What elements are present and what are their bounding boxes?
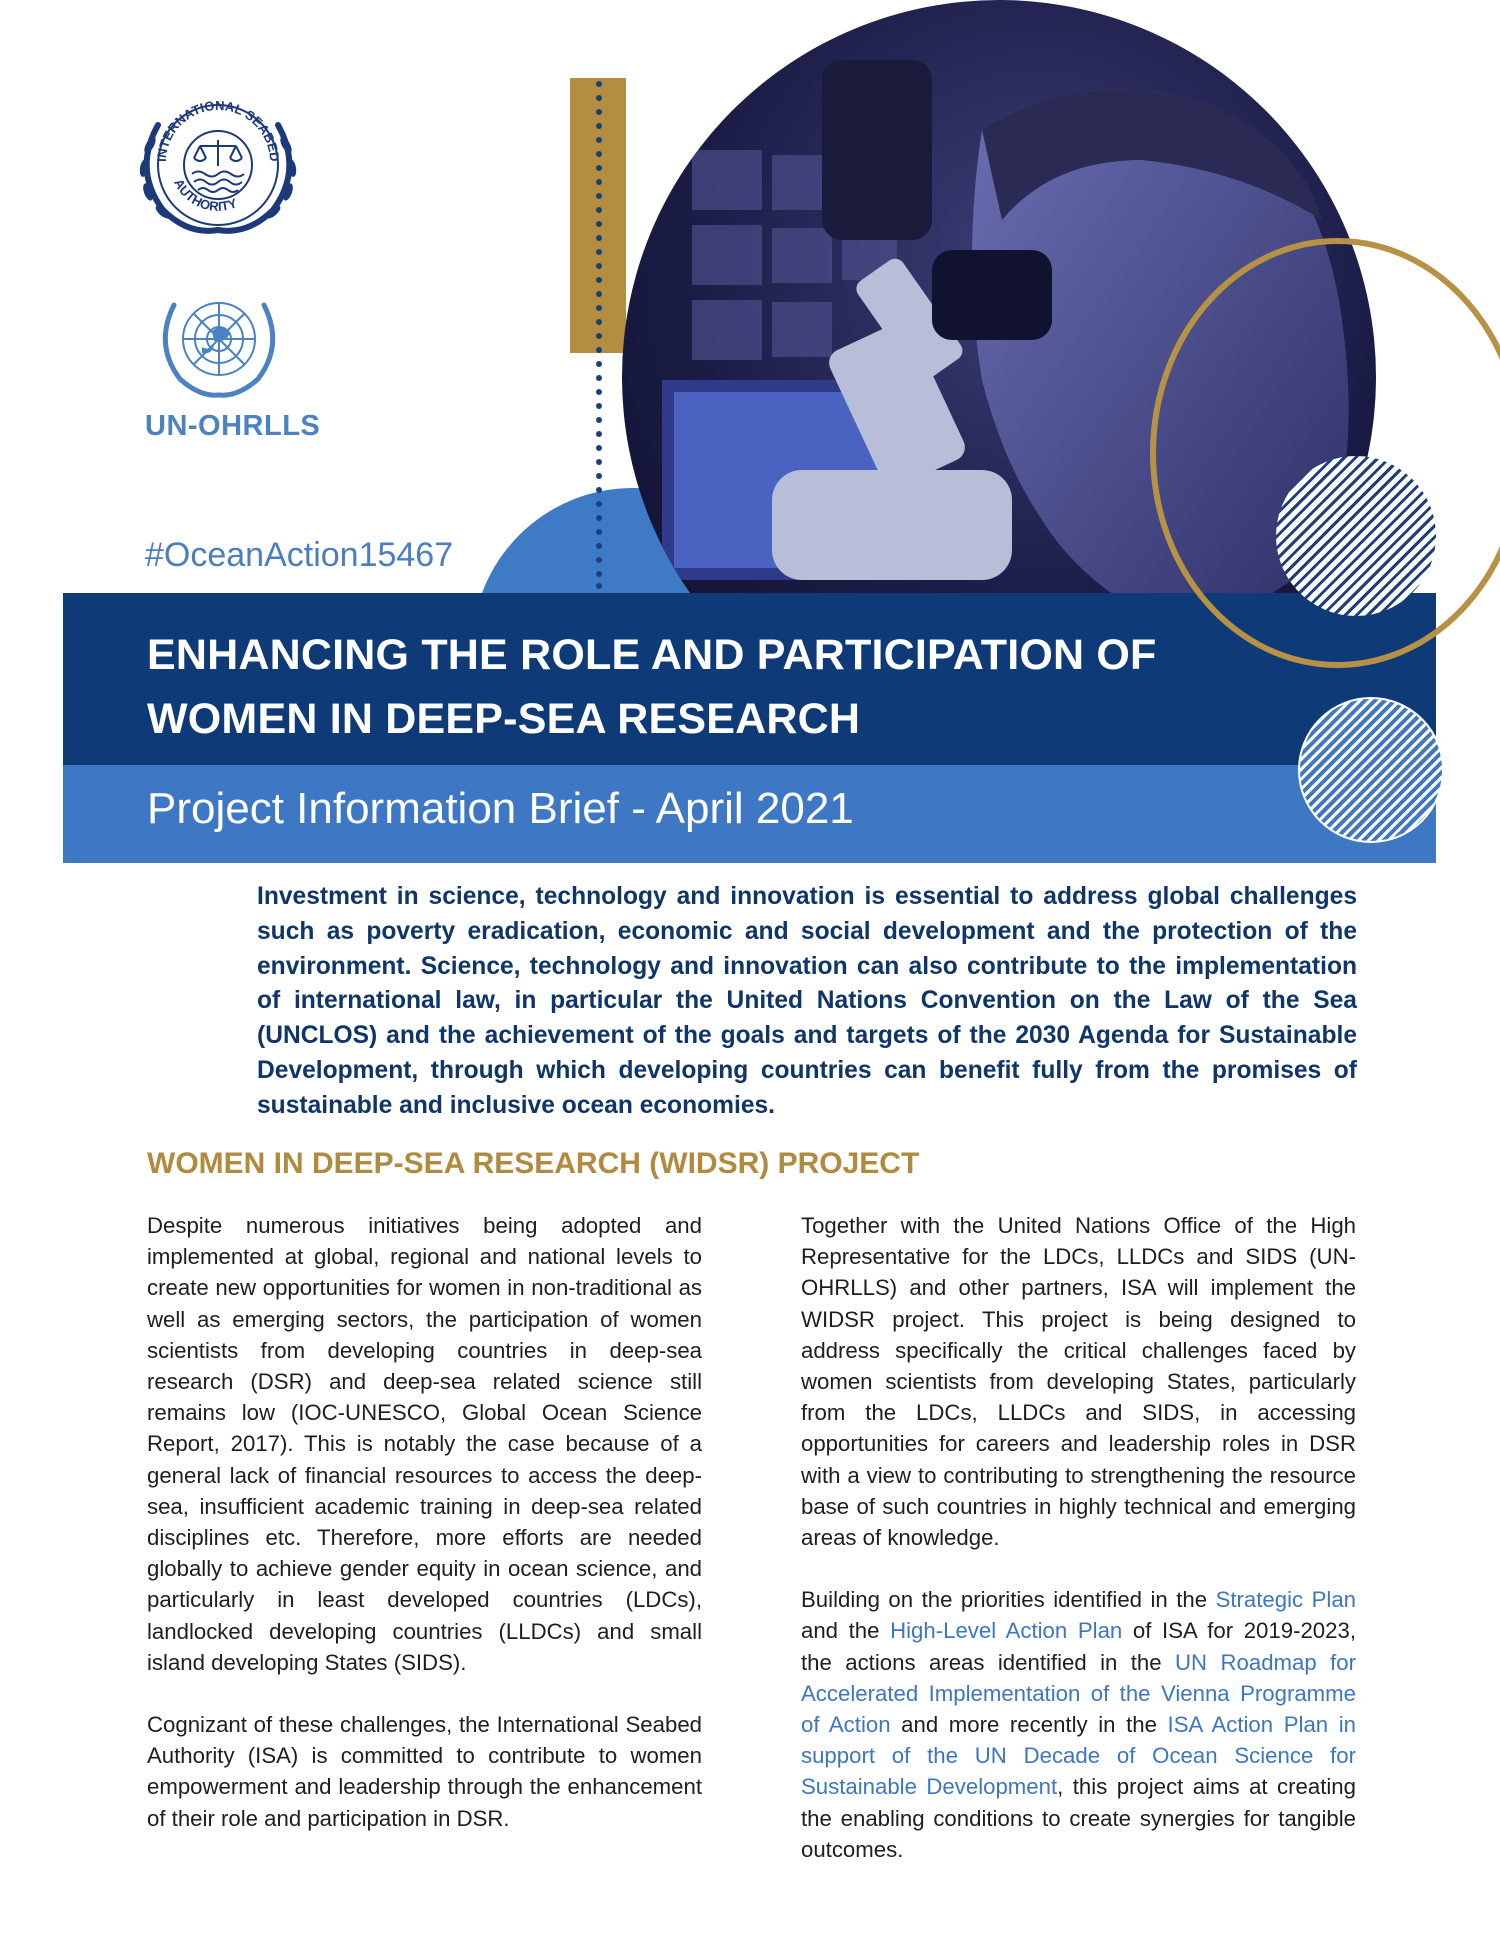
isa-action-plan-link[interactable]: ISA Action Plan in support of the UN Decade of Ocean Science for Sustainable Development xyxy=(801,1712,1356,1800)
left-column xyxy=(147,1210,702,1865)
page-subtitle: Project Information Brief - April 2021 xyxy=(147,784,854,833)
page-title-line-2: WOMEN IN DEEP-SEA RESEARCH xyxy=(147,695,861,743)
right-column xyxy=(801,1210,1356,1896)
text-span: , this project aims at creating the enabling conditions to create synergies for tangible outcomes. xyxy=(801,1774,1356,1862)
un-emblem-logo xyxy=(152,285,286,403)
section-heading: WOMEN IN DEEP-SEA RESEARCH (WIDSR) PROJECT xyxy=(147,1147,920,1180)
text-span: and the xyxy=(801,1618,891,1644)
isa-logo-text-bottom: AUTHORITY xyxy=(171,176,239,215)
un-roadmap-link[interactable]: UN Roadmap for Accelerated Implementation of the Vienna Programme of Action xyxy=(801,1649,1356,1738)
intro-paragraph: Investment in science, technology and innovation is essential to address global challenges such as poverty eradication, economic and social development and the protection of the environment. Science, technology and innovation can also contribute to the implementation of international law, in particular the United Nations Convention on the Law of the Sea (UNCLOS) and the achievement of the goals and targets of the 2030 Agenda for Sustainable Development, through which developing countries can benefit fully from the promises of sustainable and inclusive ocean economies. xyxy=(257,883,1357,1119)
text-span: Building on the priorities identified in the xyxy=(801,1587,1216,1613)
dotted-line-decoration xyxy=(595,80,603,590)
un-ohrlls-logo-text: UN-OHRLLS xyxy=(145,410,321,442)
text-span: and more recently in the xyxy=(890,1712,1168,1738)
strategic-plan-link[interactable]: Strategic Plan xyxy=(1215,1587,1357,1613)
page-title-line-1: ENHANCING THE ROLE AND PARTICIPATION OF xyxy=(147,631,1157,679)
hatched-circle-decoration xyxy=(1276,456,1436,616)
text-span: of ISA for 2019-2023, the actions areas identified in the xyxy=(801,1618,1356,1675)
isa-logo xyxy=(128,70,308,245)
hashtag: #OceanAction15467 xyxy=(145,536,454,574)
left-paragraph-2: Cognizant of these challenges, the International Seabed Authority (ISA) is committed to contribute to women empowerment and leadership through the enhancement of their role and participation in DSR. xyxy=(147,1712,702,1831)
page-title xyxy=(147,623,1297,751)
high-level-action-plan-link[interactable]: High-Level Action Plan xyxy=(890,1618,1123,1644)
right-paragraph-1: Together with the United Nations Office of the High Representative for the LDCs, LLDCs and SIDS (UN-OHRLLS) and other partners, ISA will implement the WIDSR project. This project is being designed to address specifically the critical challenges faced by women scientists from developing States, particularly from the LDCs, LLDCs and SIDS, in accessing opportunities for careers and leadership roles in DSR with a view to contributing to strengthening the resource base of such countries in highly technical and emerging areas of knowledge. xyxy=(801,1213,1356,1551)
isa-logo-text-top: INTERNATIONAL SEABED xyxy=(153,97,283,163)
hatched-circle-decoration-2 xyxy=(1298,697,1444,843)
left-paragraph-1: Despite numerous initiatives being adopted and implemented at global, regional and national levels to create new opportunities for women in non-traditional as well as emerging sectors, the participation of women scientists from developing countries in deep-sea research (DSR) and deep-sea related science still remains low (IOC-UNESCO, Global Ocean Science Report, 2017). This is notably the case because of a general lack of financial resources to access the deep-sea, insufficient academic training in deep-sea related disciplines etc. Therefore, more efforts are needed globally to achieve gender equity in ocean science, and particularly in least developed countries (LDCs), landlocked developing countries (LLDCs) and small island developing States (SIDS). xyxy=(147,1213,702,1675)
right-paragraph-2 xyxy=(801,1584,1356,1865)
